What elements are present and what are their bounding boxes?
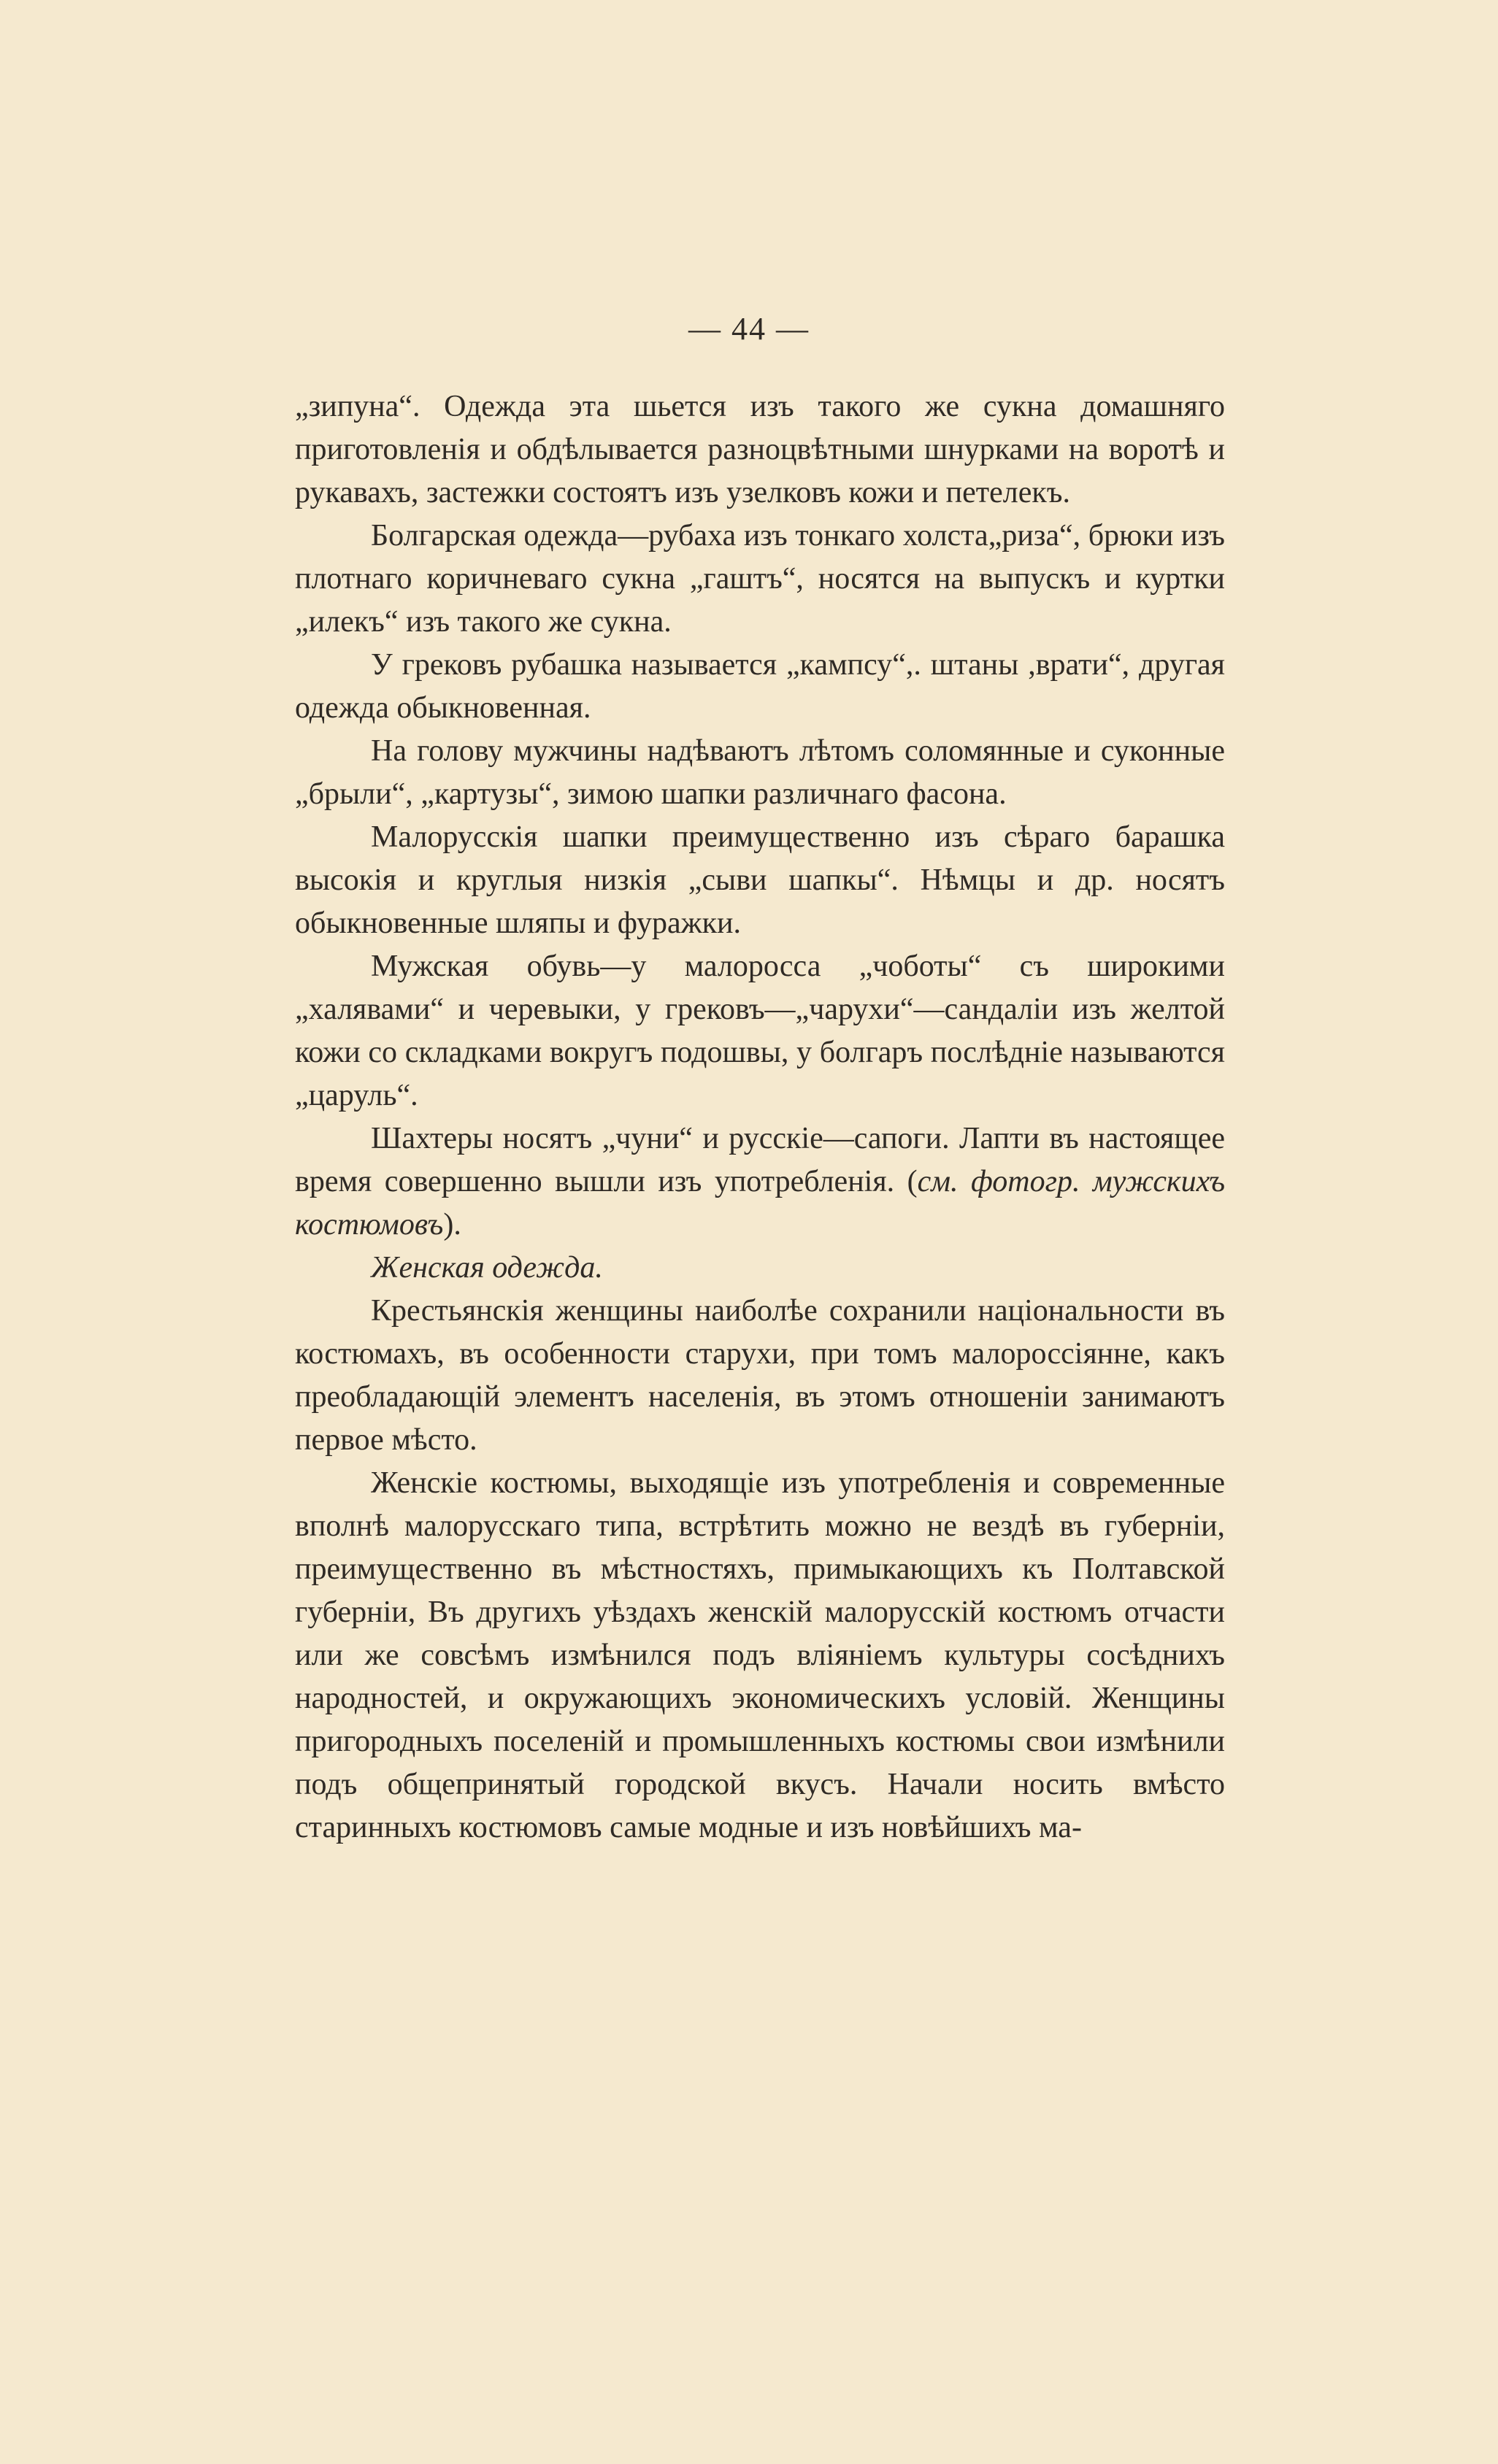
page-number: — 44 — [688, 311, 810, 347]
paragraph-7-end: ). [443, 1208, 461, 1241]
paragraph-9: Женскіе костюмы, выходящіе изъ употребленія и современные вполнѣ малорусскаго типа, встрѣтить можно не вездѣ въ губерніи, преимущественно въ мѣстностяхъ, примыкающихъ къ Полтавской губерніи, Въ другихъ уѣздахъ женскій малорусскій костюмъ отчасти или же совсѣмъ измѣнился подъ вліяніемъ культуры сосѣднихъ народностей, и окружающихъ экономическихъ условій. Женщины пригородныхъ поселеній и промышленныхъ костюмы свои измѣнили подъ общепринятый городской вкусъ. Начали носить вмѣсто старинныхъ костюмовъ самые модные и изъ новѣйшихъ ма- [295, 1466, 1225, 1844]
paragraph-7 [295, 1117, 1225, 1247]
paragraph-3: У грековъ рубашка называется „кампсу“,. штаны ,врати“, другая одежда обыкновенная. [295, 648, 1225, 725]
paragraph-7-main: Шахтеры носятъ „чуни“ и русскіе—сапоги. Лапти въ настоящее время совершенно вышли изъ употребленія. ( [295, 1122, 1225, 1198]
section-heading: Женская одежда. [371, 1251, 603, 1285]
paragraph-8: Крестьянскія женщины наиболѣе сохранили національности въ костюмахъ, въ особенности старухи, при томъ малороссіянне, какъ преобладающій элементъ населенія, въ этомъ отношеніи занимаютъ первое мѣсто. [295, 1294, 1225, 1457]
photo-reference: см. фотогр. мужскихъ костюмовъ [295, 1165, 1226, 1241]
paragraph-1: „зипуна“. Одежда эта шьется изъ такого же сукна домашняго приготовленія и обдѣлывается разноцвѣтными шнурками на воротѣ и рукавахъ, застежки состоятъ изъ узелковъ кожи и петелекъ. [295, 390, 1225, 509]
paragraph-6: Мужская обувь—у малоросса „чоботы“ съ широкими „халявами“ и черевыки, у грековъ—„чарухи“—сандаліи изъ желтой кожи со складками вокругъ подошвы, у болгаръ послѣдніе называются „царуль“. [295, 950, 1225, 1112]
paragraph-4: На голову мужчины надѣваютъ лѣтомъ соломянные и суконные „брыли“, „картузы“, зимою шапки различнаго фасона. [295, 734, 1225, 811]
paragraph-2: Болгарская одежда—рубаха изъ тонкаго холста„риза“, брюки изъ плотнаго коричневаго сукна „гаштъ“, носятся на выпускъ и куртки „илекъ“ изъ такого же сукна. [295, 519, 1225, 639]
main-text [295, 385, 1225, 1849]
paragraph-5: Малорусскія шапки преимущественно изъ сѣраго барашка высокія и круглыя низкія „сыви шапкы“. Нѣмцы и др. носятъ обыкновенные шляпы и фуражки. [295, 820, 1225, 940]
